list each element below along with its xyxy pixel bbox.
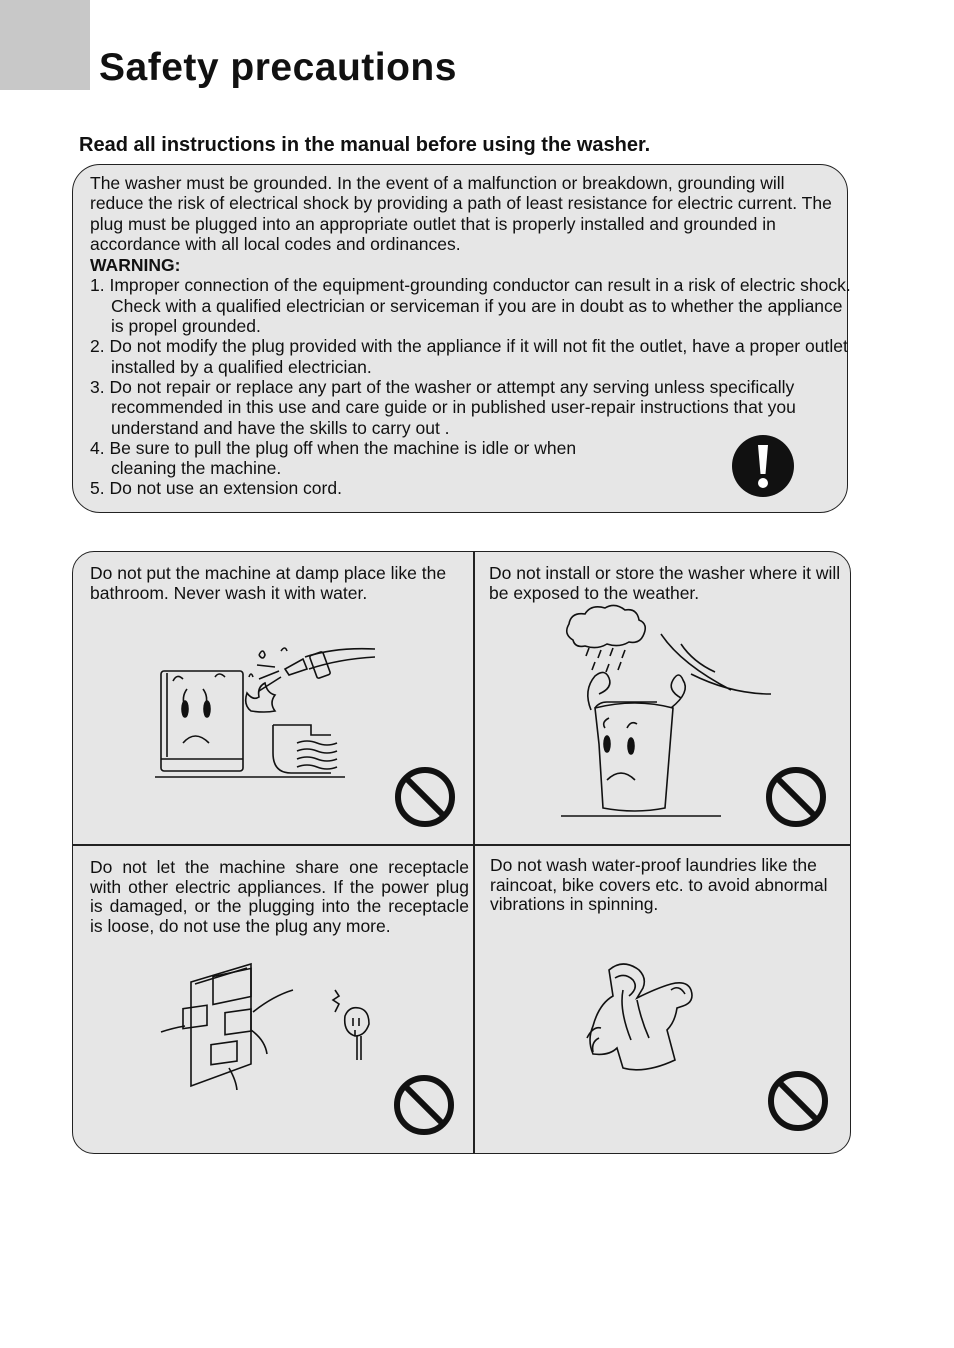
precaution-grid [72,551,851,1154]
warning-label: WARNING: [90,255,181,276]
grid-divider-vertical [473,552,475,1153]
page-subtitle: Read all instructions in the manual before using the washer. [79,134,651,156]
warning-box [72,164,851,513]
corner-tab [0,0,90,90]
washer-rain-wind-illustration [561,604,781,819]
grid-divider-horizontal [73,844,850,846]
page-title: Safety precautions [99,46,457,89]
precaution-text-damp: Do not put the machine at damp place like the bathroom. Never wash it with water. [90,563,447,603]
precaution-text-receptacle: Do not let the machine share one receptacle with other electric appliances. If the power plug is damaged, or the plugging into the receptacle is loose, do not use the plug any more. [90,857,469,936]
grounding-intro: The washer must be grounded. In the event of a malfunction or breakdown, grounding will reduce the risk of electrical shock by providing a path of least resistance for electric current. The plug must be plugged into an appropriate outlet that is properly installed and grounded in accordance with all local codes and ordinances. [90,173,832,254]
warning-item: 1. Improper connection of the equipment-grounding conductor can result in a risk of electric shock. Check with a qualified electrician or serviceman if you are in doubt as to whether the appliance is propel grounded. [90,275,851,337]
precaution-text-waterproof: Do not wash water-proof laundries like the raincoat, bike covers etc. to avoid abnormal vibrations in spinning. [490,855,828,914]
washer-water-hose-illustration [155,647,385,782]
precaution-text-weather: Do not install or store the washer where it will be exposed to the weather. [489,563,841,603]
raincoat-illustration [579,960,697,1072]
warning-item: 4. Be sure to pull the plug off when the machine is idle or when cleaning the machine. [90,437,577,479]
exclamation-icon [731,434,795,498]
shared-outlet-illustration [159,960,389,1090]
prohibition-icon [394,766,456,828]
prohibition-icon [765,766,827,828]
prohibition-icon [393,1074,455,1136]
warning-item: 3. Do not repair or replace any part of the washer or attempt any serving unless specifically recommended in this use and care guide or in published user-repair instructions that you understand and have the skills to carry out . [90,376,796,438]
prohibition-icon [767,1070,829,1132]
warning-item: 2. Do not modify the plug provided with the appliance if it will not fit the outlet, have a proper outlet installed by a qualified electrician. [90,336,848,377]
warning-item: 5. Do not use an extension cord. [90,478,342,499]
